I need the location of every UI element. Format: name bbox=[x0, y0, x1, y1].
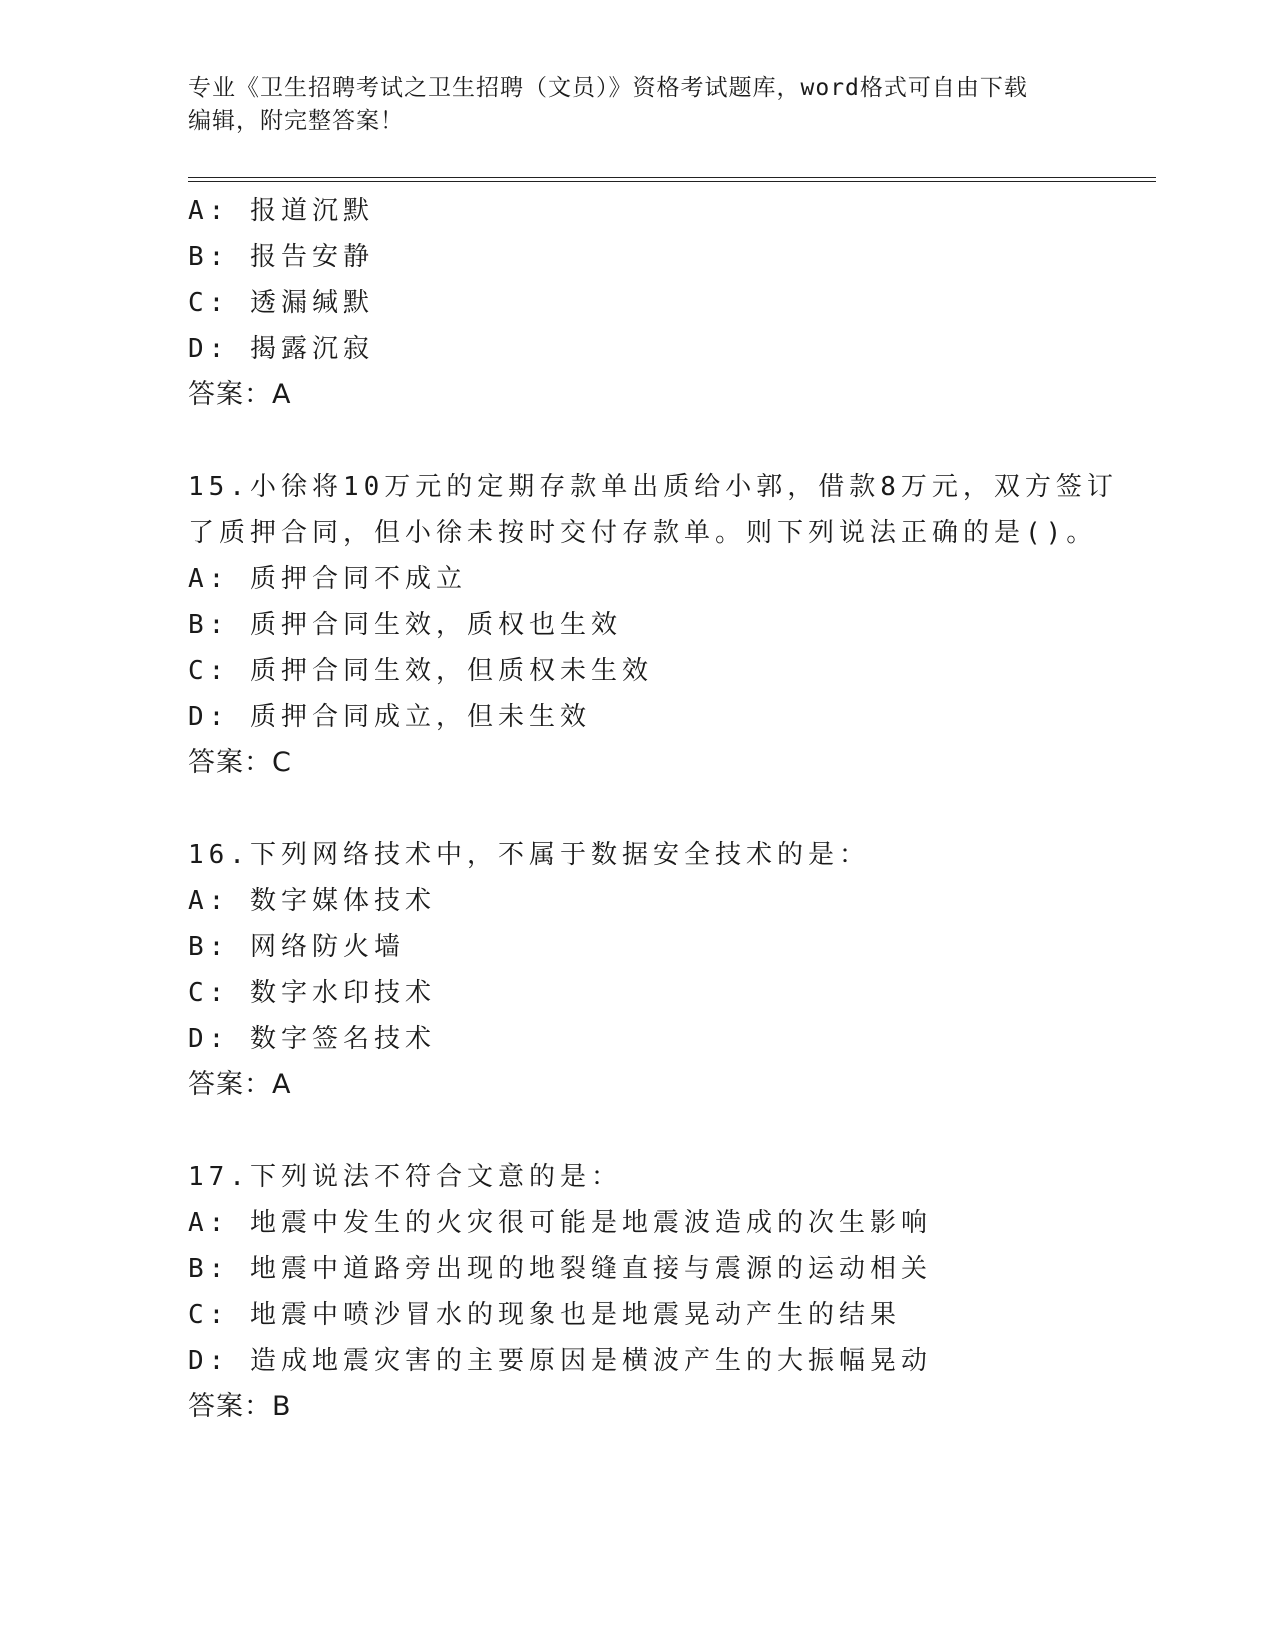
question-stem-line-2: 了质押合同，但小徐未按时交付存款单。则下列说法正确的是()。 bbox=[188, 518, 1098, 548]
document-header bbox=[188, 72, 1088, 138]
option-c: C: 数字水印技术 bbox=[188, 978, 436, 1008]
spacer bbox=[188, 786, 1148, 832]
question-stem-line-1: 15.小徐将10万元的定期存款单出质给小郭，借款8万元，双方签订 bbox=[188, 472, 1118, 502]
option-a: A: 地震中发生的火灾很可能是地震波造成的次生影响 bbox=[188, 1208, 932, 1238]
header-line-2: 编辑，附完整答案！ bbox=[188, 108, 404, 134]
option-d: D: 数字签名技术 bbox=[188, 1024, 436, 1054]
answer: 答案：A bbox=[188, 379, 292, 410]
option-b: B: 地震中道路旁出现的地裂缝直接与震源的运动相关 bbox=[188, 1254, 932, 1284]
option-a: A: 数字媒体技术 bbox=[188, 886, 436, 916]
answer: 答案：B bbox=[188, 1391, 292, 1422]
option-a: A: 质押合同不成立 bbox=[188, 564, 467, 594]
option-b: B: 网络防火墙 bbox=[188, 932, 405, 962]
header-line-1: 专业《卫生招聘考试之卫生招聘（文员）》资格考试题库，word格式可自由下载 bbox=[188, 75, 1028, 101]
question-list bbox=[188, 188, 1148, 1430]
option-c: C: 质押合同生效，但质权未生效 bbox=[188, 656, 653, 686]
spacer bbox=[188, 418, 1148, 464]
option-d: D: 造成地震灾害的主要原因是横波产生的大振幅晃动 bbox=[188, 1346, 932, 1376]
question-14 bbox=[188, 188, 1148, 418]
option-d: D: 质押合同成立，但未生效 bbox=[188, 702, 591, 732]
question-17 bbox=[188, 1154, 1148, 1430]
answer: 答案：A bbox=[188, 1069, 292, 1100]
answer: 答案：C bbox=[188, 747, 292, 778]
question-16 bbox=[188, 832, 1148, 1108]
spacer bbox=[188, 1108, 1148, 1154]
option-b: B: 质押合同生效，质权也生效 bbox=[188, 610, 622, 640]
question-15 bbox=[188, 464, 1148, 786]
option-d: D: 揭露沉寂 bbox=[188, 334, 374, 364]
option-c: C: 透漏缄默 bbox=[188, 288, 374, 318]
option-b: B: 报告安静 bbox=[188, 242, 374, 272]
header-divider bbox=[188, 177, 1156, 182]
option-c: C: 地震中喷沙冒水的现象也是地震晃动产生的结果 bbox=[188, 1300, 901, 1330]
option-a: A: 报道沉默 bbox=[188, 196, 374, 226]
question-stem-line-1: 17.下列说法不符合文意的是： bbox=[188, 1162, 622, 1192]
question-stem-line-1: 16.下列网络技术中，不属于数据安全技术的是： bbox=[188, 840, 870, 870]
